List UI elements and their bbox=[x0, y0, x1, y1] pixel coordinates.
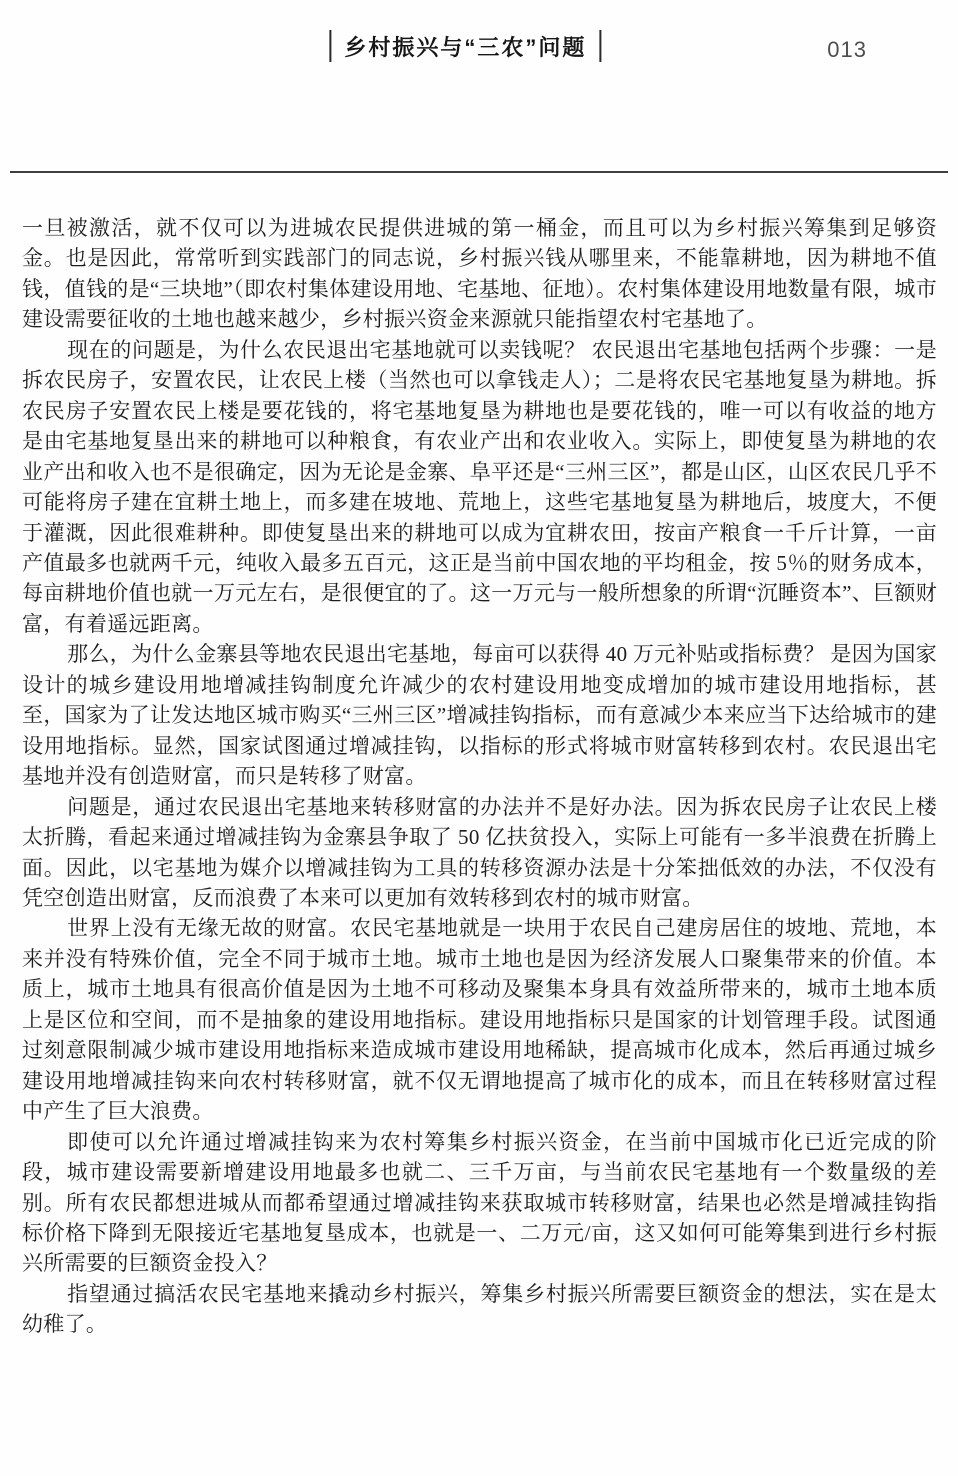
page-number: 013 bbox=[827, 37, 867, 62]
page-body bbox=[22, 213, 937, 1340]
body-paragraph: 现在的问题是，为什么农民退出宅基地就可以卖钱呢？ 农民退出宅基地包括两个步骤：一是拆农民房子，安置农民，让农民上楼（当然也可以拿钱走人）；二是将农民宅基地复垦为耕地。拆农民房子安置农民上楼是要花钱的，将宅基地复垦为耕地也是要花钱的，唯一可以有收益的地方是由宅基地复垦出来的耕地可以种粮食，有农业产出和农业收入。实际上，即使复垦为耕地的农业产出和收入也不是很确定，因为无论是金寨、阜平还是“三州三区”，都是山区，山区农民几乎不可能将房子建在宜耕土地上，而多建在坡地、荒地上，这些宅基地复垦为耕地后，坡度大，不便于灌溉，因此很难耕种。即使复垦出来的耕地可以成为宜耕农田，按亩产粮食一千斤计算，一亩产值最多也就两千元，纯收入最多五百元，这正是当前中国农地的平均租金，按 5％的财务成本，每亩耕地价值也就一万元左右，是很便宜的了。这一万元与一般所想象的所谓“沉睡资本”、巨额财富，有着遥远距离。 bbox=[22, 337, 937, 636]
title-divider-right-bar bbox=[599, 30, 601, 62]
body-paragraph: 一旦被激活，就不仅可以为进城农民提供进城的第一桶金，而且可以为乡村振兴筹集到足够资金。也是因此，常常听到实践部门的同志说，乡村振兴钱从哪里来，不能靠耕地，因为耕地不值钱，值钱的是“三块地”（即农村集体建设用地、宅基地、征地）。农村集体建设用地数量有限，城市建设需要征收的土地也越来越少，乡村振兴资金来源就只能指望农村宅基地了。 bbox=[22, 216, 937, 332]
body-paragraph: 那么，为什么金寨县等地农民退出宅基地，每亩可以获得 40 万元补贴或指标费？ 是因为国家设计的城乡建设用地增减挂钩制度允许减少的农村建设用地变成增加的城市建设用地指标，甚至，国家为了让发达地区城市购买“三州三区”增减挂钩指标，而有意减少本来应当下达给城市的建设用地指标。显然，国家试图通过增减挂钩，以指标的形式将城市财富转移到农村。农民退出宅基地并没有创造财富，而只是转移了财富。 bbox=[22, 642, 937, 789]
running-title bbox=[329, 30, 601, 62]
body-paragraph: 即使可以允许通过增减挂钩来为农村筹集乡村振兴资金，在当前中国城市化已近完成的阶段，城市建设需要新增建设用地最多也就二、三千万亩，与当前农民宅基地有一个数量级的差别。所有农民都想进城从而都希望通过增减挂钩来获取城市转移财富，结果也必然是增减挂钩指标价格下降到无限接近宅基地复垦成本，也就是一、二万元/亩，这又如何可能筹集到进行乡村振兴所需要的巨额资金投入？ bbox=[22, 1129, 937, 1276]
body-paragraph: 指望通过搞活农民宅基地来撬动乡村振兴，筹集乡村振兴所需要巨额资金的想法，实在是太幼稚了。 bbox=[22, 1281, 937, 1337]
title-divider-left-bar bbox=[329, 30, 331, 62]
chapter-title: 乡村振兴与“三农”问题 bbox=[344, 34, 587, 60]
body-paragraph: 世界上没有无缘无故的财富。农民宅基地就是一块用于农民自己建房居住的坡地、荒地，本来并没有特殊价值，完全不同于城市土地。城市土地也是因为经济发展人口聚集带来的价值。本质上，城市土地具有很高价值是因为土地不可移动及聚集本身具有效益所带来的，城市土地本质上是区位和空间，而不是抽象的建设用地指标。建设用地指标只是国家的计划管理手段。试图通过刻意限制减少城市建设用地指标来造成城市建设用地稀缺，提高城市化成本，然后再通过城乡建设用地增减挂钩来向农村转移财富，就不仅无谓地提高了城市化的成本，而且在转移财富过程中产生了巨大浪费。 bbox=[22, 916, 937, 1124]
page-header bbox=[0, 0, 958, 172]
body-paragraph: 问题是，通过农民退出宅基地来转移财富的办法并不是好办法。因为拆农民房子让农民上楼太折腾，看起来通过增减挂钩为金寨县争取了 50 亿扶贫投入，实际上可能有一多半浪费在折腾上面。因此，以宅基地为媒介以增减挂钩为工具的转移资源办法是十分笨拙低效的办法，不仅没有凭空创造出财富，反而浪费了本来可以更加有效转移到农村的城市财富。 bbox=[22, 794, 937, 910]
header-rule bbox=[10, 171, 948, 173]
